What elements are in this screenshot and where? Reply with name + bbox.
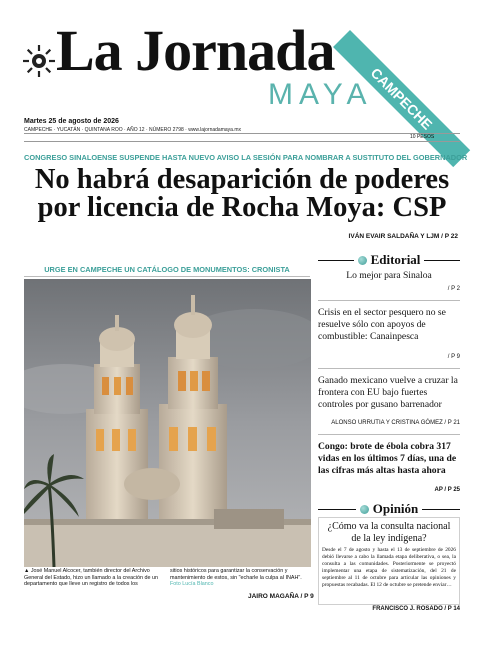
editorial-title[interactable]: Lo mejor para Sinaloa: [346, 270, 432, 281]
edition-ribbon: CAMPECHE: [333, 30, 470, 167]
newspaper-logo: La Jornada: [56, 18, 335, 83]
main-kicker: CONGRESO SINALOENSE SUSPENDE HASTA NUEVO AVISO LA SESIÓN PARA NOMBRAR A SUSTITUTO DEL GOBERNADOR: [24, 153, 468, 162]
story-byline: ALONSO URRUTIA Y CRISTINA GÓMEZ / P 21: [331, 420, 460, 426]
sun-logo-icon: [22, 44, 56, 78]
cathedral-photo[interactable]: [24, 279, 311, 567]
photo-kicker: URGE EN CAMPECHE UN CATÁLOGO DE MONUMENTOS: CRONISTA: [44, 265, 290, 274]
photo-caption: ▲ José Manuel Alcocer, también director del Archivo General del Estado, hizo un llamado a la creación de un departamento que lleve un registro de todos los: [24, 568, 158, 588]
issue-date: Martes 25 de agosto de 2026: [24, 118, 119, 125]
section-label: Opinión: [372, 501, 419, 516]
divider: [318, 368, 460, 369]
photo-caption-continued: [170, 568, 312, 588]
headline-line: por licencia de Rocha Moya: CSP: [37, 192, 447, 223]
divider: [318, 260, 354, 261]
headline-line: No habrá desaparición de poderes: [34, 164, 450, 195]
editorial-section-header: [318, 252, 460, 268]
story-title[interactable]: Ganado mexicano vuelve a cruzar la frontera con EU bajo fuertes controles por gusano barrenador: [318, 375, 458, 410]
divider: [24, 276, 310, 277]
logo-subtitle: MAYA: [268, 78, 373, 111]
divider: [318, 434, 460, 435]
opinion-byline: FRANCISCO J. ROSADO / P 14: [372, 606, 460, 612]
opinion-title[interactable]: ¿Cómo va la consulta nacional de la ley indígena?: [327, 521, 451, 544]
opinion-section-header: [318, 501, 460, 517]
issue-locations: CAMPECHE · YUCATÁN · QUINTANA ROO · AÑO 12 · NÚMERO 2798 · www.lajornadamaya.mx: [24, 127, 241, 133]
story-title[interactable]: Crisis en el sector pesquero no se resuelve sólo con apoyos de combustible: Canainpesca: [318, 307, 446, 342]
story-page: / P 9: [447, 354, 460, 360]
main-byline: IVÁN EVAIR SALDAÑA Y LJM / P 22: [348, 233, 458, 240]
divider: [318, 300, 460, 301]
editorial-page: / P 2: [447, 286, 460, 292]
sphere-icon: [360, 505, 369, 514]
section-label: Editorial: [370, 252, 421, 267]
divider: [422, 509, 460, 510]
divider: [24, 133, 460, 134]
story-title[interactable]: Congo: brote de ébola cobra 317 vidas en los últimos 7 días, una de las cifras más altas hasta ahora: [318, 441, 457, 476]
opinion-text: Desde el 7 de agosto y hasta el 13 de septiembre de 2026 debió llevarse a cabo la llamada etapa deliberativa, o sea, la consulta a las comunidades. Posteriormente se proyectó implementar una etapa de sistematización, del 21 de septiembre al 11 de octubre para articular las opiniones y propuestas recabadas. El 12 de octubre se pretende enviar…: [322, 547, 456, 588]
issue-price: 10 PESOS: [410, 134, 435, 140]
divider: [24, 141, 460, 142]
main-headline[interactable]: [24, 166, 460, 222]
photo-credit: Foto Lucía Blanco: [170, 581, 214, 588]
sphere-icon: [358, 256, 367, 265]
divider: [318, 509, 356, 510]
story-byline: AP / P 25: [434, 487, 460, 493]
caption-text: sitios históricos para garantizar la conservación y mantenimiento de estos, sin "echarle la culpa al INAH".: [170, 568, 302, 581]
divider: [424, 260, 460, 261]
photo-byline: JAIRO MAGAÑA / P 9: [248, 593, 314, 600]
